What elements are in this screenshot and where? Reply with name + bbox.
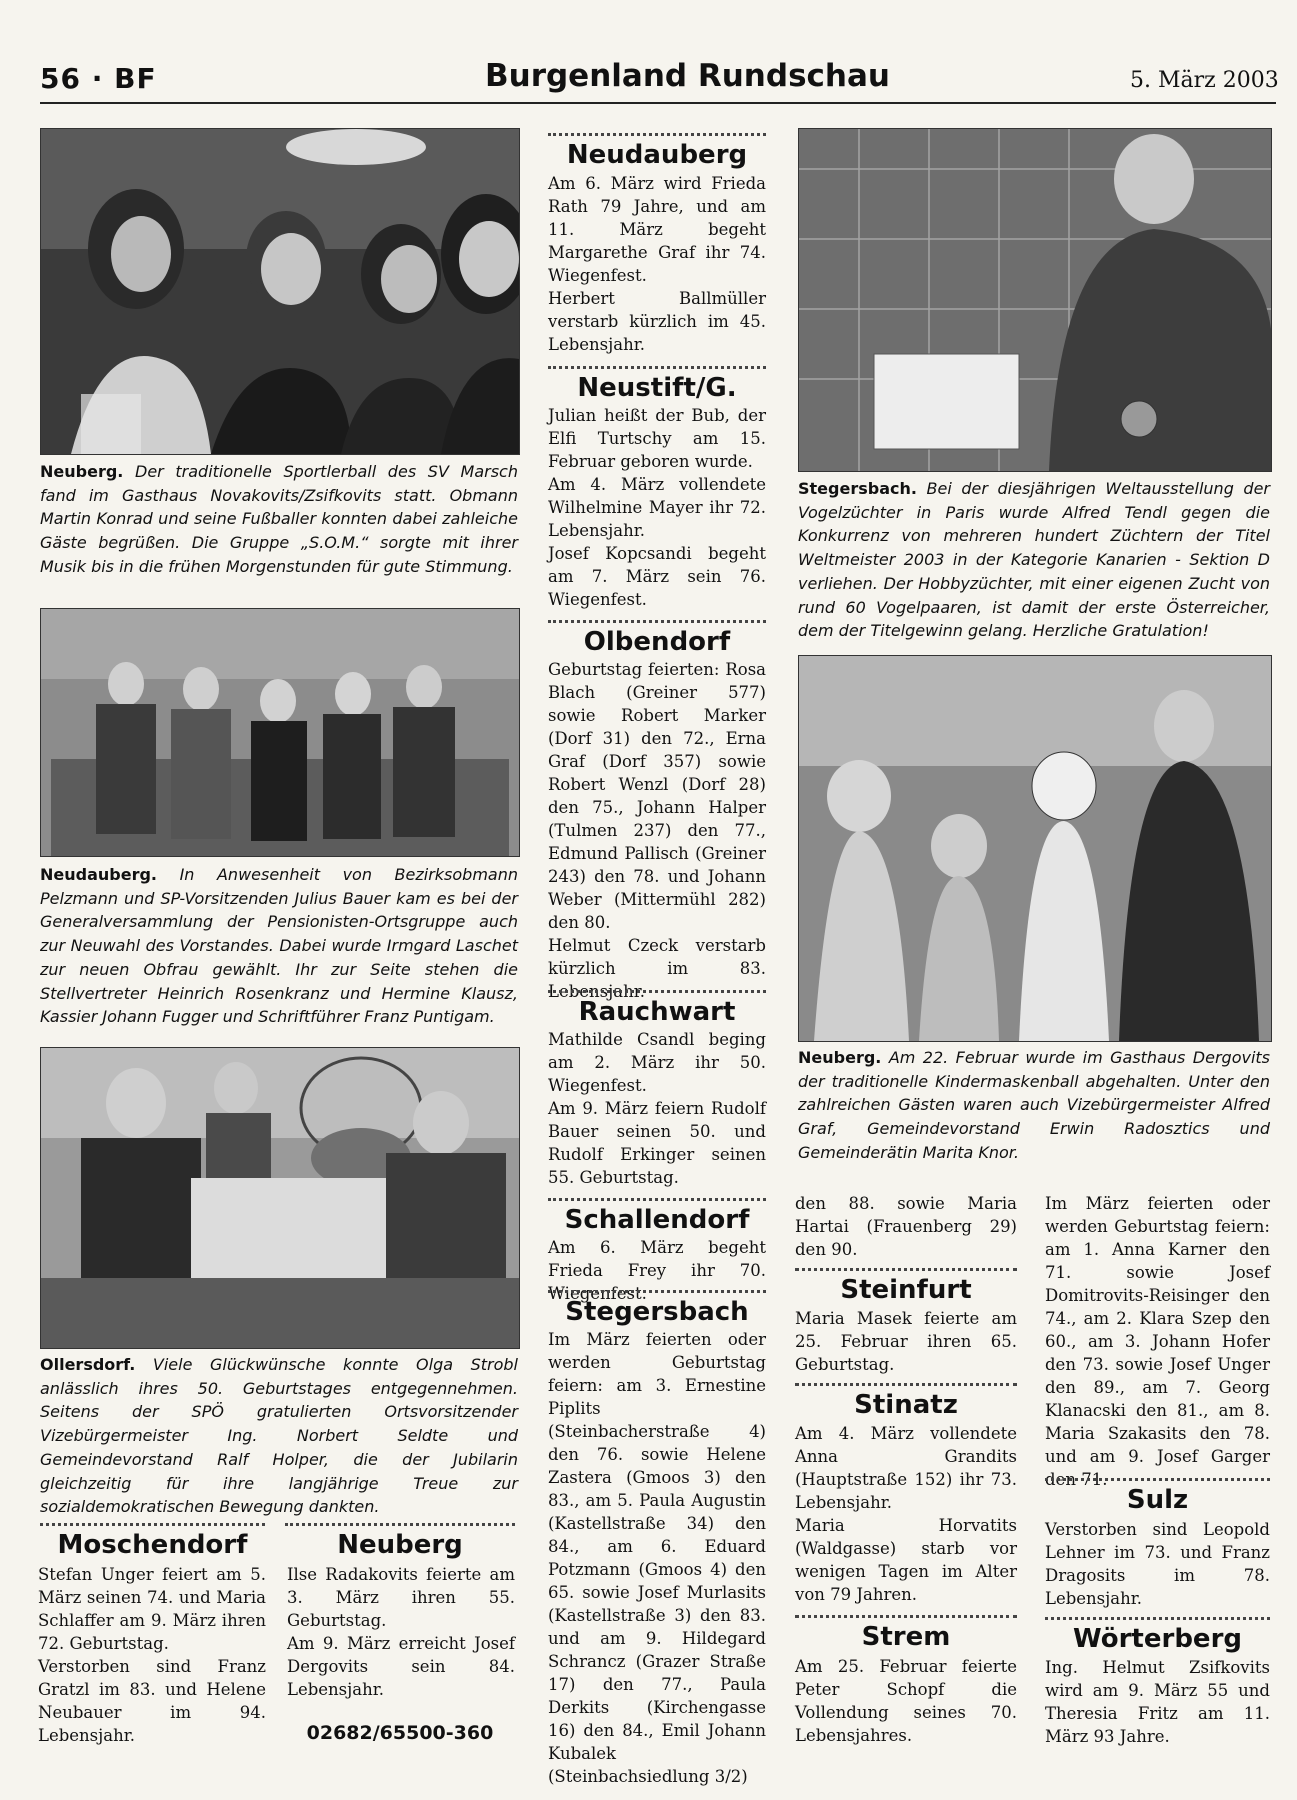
- caption-stegersbach: [798, 477, 1270, 643]
- notice-paragraph: Am 6. März begeht Frieda Frey ihr 70. Wiegenfest.: [548, 1238, 766, 1303]
- photo-pensionisten: [40, 608, 520, 857]
- notice-paragraph: Helmut Czeck verstarb kürzlich im 83. Lebensjahr.: [548, 936, 766, 1001]
- caption-text: Bei der diesjährigen Weltausstellung der Vogelzüchter in Paris wurde Alfred Tendl gegen die Konkurrenz von mehreren hundert Züchtern der Titel Weltmeister 2003 in der Kategorie Kanarien - Sektion D verliehen. Der Hobbyzüchter, mit einer eigenen Zucht von rund 60 Vogelpaaren, ist damit der erste Österreicher, dem der Titelgewinn gelang. Herzliche Gratulation!: [798, 479, 1271, 641]
- notice-paragraph: Josef Kopcsandi begeht am 7. März sein 76. Wiegenfest.: [548, 544, 766, 609]
- notice-title-rauchwart: Rauchwart: [578, 997, 736, 1027]
- notice-body-moschendorf: [38, 1563, 266, 1747]
- notice-paragraph: Im März feierten oder werden Geburtstag feiern: am 3. Ernestine Piplits (Steinbacherstraße 4) den 76. sowie Helene Zastera (Gmoos 3) den 83., am 5. Paula Augustin (Kastellstraße 34) den 84., am 6. Eduard Potzmann (Gmoos 4) den 65. sowie Josef Murlasits (Kastellstraße 3) den 83. und am 9. Hildegard Schrancz (Grazer Straße 17) den 77., Paula Derkits (Kirchengasse 16) den 84., Emil Johann Kubalek (Steinbachsiedlung 3/2): [548, 1330, 766, 1786]
- photo-ollersdorf: [40, 1047, 520, 1349]
- notice-paragraph: Herbert Ballmüller verstarb kürzlich im 45. Lebensjahr.: [548, 289, 766, 354]
- caption-neuberg-sportlerball: [40, 460, 518, 579]
- notice-paragraph: Verstorben sind Franz Gratzl im 83. und Helene Neubauer im 94. Lebensjahr.: [38, 1657, 266, 1745]
- caption-ollersdorf: [40, 1353, 518, 1519]
- caption-place: Stegersbach.: [798, 479, 917, 498]
- notice-body-stegersbach-cont: [795, 1192, 1017, 1261]
- notice-paragraph: Am 9. März erreicht Josef Dergovits sein 84. Lebensjahr.: [287, 1634, 515, 1699]
- divider: [285, 1523, 515, 1526]
- notice-title-stinatz: Stinatz: [854, 1390, 958, 1420]
- notice-title-stegersbach: Stegersbach: [565, 1297, 749, 1327]
- caption-place: Neudauberg.: [40, 865, 157, 884]
- photo-kindermaskenball: [798, 655, 1272, 1042]
- notice-title-schallendorf: Schallendorf: [564, 1205, 750, 1235]
- divider: [548, 620, 766, 623]
- divider: [40, 1523, 265, 1526]
- divider: [1045, 1478, 1270, 1481]
- divider: [548, 133, 766, 136]
- notice-title-steinfurt: Steinfurt: [840, 1275, 972, 1305]
- notice-paragraph: Julian heißt der Bub, der Elfi Turtschy am 15. Februar geboren wurde.: [548, 406, 766, 471]
- divider: [795, 1383, 1017, 1386]
- caption-place: Ollersdorf.: [40, 1355, 136, 1374]
- notice-paragraph: Mathilde Csandl beging am 2. März ihr 50. Wiegenfest.: [548, 1030, 766, 1095]
- divider: [548, 990, 766, 993]
- notice-body-sulz: [1045, 1518, 1270, 1610]
- notice-body-steinfurt: [795, 1307, 1017, 1376]
- divider: [548, 1198, 766, 1201]
- contact-phone: 02682/65500-360: [306, 1722, 494, 1744]
- notice-paragraph: Ing. Helmut Zsifkovits wird am 9. März 55 und Theresia Fritz am 11. März 93 Jahre.: [1045, 1658, 1270, 1746]
- notice-body-olbendorf: [548, 658, 766, 1003]
- notice-paragraph: Ilse Radakovits feierte am 3. März ihren 55. Geburtstag.: [287, 1565, 515, 1630]
- notice-title-neustift: Neustift/G.: [577, 373, 737, 403]
- divider: [1045, 1617, 1270, 1620]
- notice-title-neudauberg: Neudauberg: [566, 140, 748, 170]
- caption-text: Viele Glückwünsche konnte Olga Strobl anlässlich ihres 50. Geburtstages entgegennehmen. Seitens der SPÖ gratulierten Ortsvorsitzender Vizebürgermeister Ing. Norbert Seldte und Gemeindevorstand Ralf Holper, die der Jubilarin gleichzeitig für ihre langjährige Treue zur sozialdemokratischen Bewegung dankten.: [40, 1355, 519, 1517]
- notice-paragraph: Am 4. März vollendete Wilhelmine Mayer ihr 72. Lebensjahr.: [548, 475, 766, 540]
- notice-paragraph: Am 4. März vollendete Anna Grandits (Hauptstraße 152) ihr 73. Lebensjahr.: [795, 1424, 1017, 1512]
- notice-body-stegersbach: [548, 1328, 766, 1788]
- notice-body-neustift: [548, 404, 766, 611]
- notice-paragraph: Am 9. März feiern Rudolf Bauer seinen 50. und Rudolf Erkinger seinen 55. Geburtstag.: [548, 1099, 766, 1187]
- notice-paragraph: Am 6. März wird Frieda Rath 79 Jahre, und am 11. März begeht Margarethe Graf ihr 74. Wiegenfest.: [548, 174, 766, 285]
- caption-text: Am 22. Februar wurde im Gasthaus Dergovits der traditionelle Kindermaskenball abgehalten. Unter den zahlreichen Gästen waren auch Vizebürgermeister Alfred Graf, Gemeindevorstand Erwin Radosztics und Gemeinderätin Marita Knor.: [798, 1048, 1271, 1162]
- divider: [795, 1615, 1017, 1618]
- notice-title-woerterberg: Wörterberg: [1073, 1624, 1242, 1654]
- divider: [548, 1290, 766, 1293]
- notice-paragraph: Geburtstag feierten: Rosa Blach (Greiner 577) sowie Robert Marker (Dorf 31) den 72., Erna Graf (Dorf 357) sowie Robert Wenzl (Dorf 28) den 75., Johann Halper (Tulmen 237) den 77., Edmund Pallisch (Greiner 243) den 78. und Johann Weber (Mittermühl 282) den 80.: [548, 660, 766, 932]
- notice-title-sulz: Sulz: [1126, 1485, 1189, 1515]
- divider: [548, 366, 766, 369]
- caption-text: Der traditionelle Sportlerball des SV Marsch fand im Gasthaus Novakovits/Zsifkovits statt. Obmann Martin Konrad und seine Fußballer konnten dabei zahleiche Gäste begrüßen. Die Gruppe „S.O.M.“ sorgte mit ihrer Musik bis in die frühen Morgenstunden für gute Stimmung.: [40, 462, 518, 576]
- notice-title-olbendorf: Olbendorf: [583, 627, 731, 657]
- notice-paragraph: den 88. sowie Maria Hartai (Frauenberg 29) den 90.: [795, 1194, 1017, 1259]
- notice-body-rauchwart: [548, 1028, 766, 1189]
- notice-title-neuberg: Neuberg: [337, 1530, 463, 1560]
- notice-paragraph: Maria Horvatits (Waldgasse) starb vor wenigen Tagen im Alter von 79 Jahren.: [795, 1516, 1017, 1604]
- caption-neuberg-maskenball: [798, 1046, 1270, 1165]
- notice-paragraph: Maria Masek feierte am 25. Februar ihren 65. Geburtstag.: [795, 1309, 1017, 1374]
- issue-date: 5. März 2003: [1130, 68, 1279, 93]
- notice-body-woerterberg: [1045, 1656, 1270, 1748]
- caption-neudauberg-pensionisten: [40, 863, 518, 1029]
- caption-place: Neuberg.: [798, 1048, 882, 1067]
- notice-paragraph: Am 25. Februar feierte Peter Schopf die Vollendung seines 70. Lebensjahres.: [795, 1657, 1017, 1745]
- page-number: 56 · BF: [40, 62, 157, 95]
- notice-body-neuberg: [287, 1563, 515, 1701]
- header-rule: [40, 102, 1276, 104]
- notice-body-neudauberg: [548, 172, 766, 356]
- photo-sportlerball: [40, 128, 520, 455]
- notice-paragraph: Verstorben sind Leopold Lehner im 73. und Franz Dragosits im 78. Lebensjahr.: [1045, 1520, 1270, 1608]
- photo-vogelzuechter: [798, 128, 1272, 472]
- notice-paragraph: Im März feierten oder werden Geburtstag feiern: am 1. Anna Karner den 71. sowie Josef Domitrovits-Reisinger den 74., am 2. Klara Szep den 60., am 3. Johann Hofer den 73. sowie Josef Unger den 89., am 7. Georg Klanacski den 81., am 8. Maria Szakasits den 78. und am 9. Josef Garger den 71.: [1045, 1194, 1270, 1489]
- caption-place: Neuberg.: [40, 462, 124, 481]
- caption-text: In Anwesenheit von Bezirksobmann Pelzmann und SP-Vorsitzenden Julius Bauer kam es bei der Generalversammlung der Pensionisten-Ortsgruppe auch zur Neuwahl des Vorstandes. Dabei wurde Irmgard Laschet zur neuen Obfrau gewählt. Ihr zur Seite stehen die Stellvertreter Heinrich Rosenkranz und Hermine Klausz, Kassier Johann Fugger und Schriftführer Franz Puntigam.: [40, 865, 518, 1027]
- divider: [795, 1268, 1017, 1271]
- notice-paragraph: Stefan Unger feiert am 5. März seinen 74. und Maria Schlaffer am 9. März ihren 72. Geburtstag.: [38, 1565, 266, 1653]
- notice-body-stinatz: [795, 1422, 1017, 1606]
- notice-body-unnamed: [1045, 1192, 1270, 1491]
- notice-title-strem: Strem: [861, 1622, 951, 1652]
- publication-title: Burgenland Rundschau: [485, 58, 890, 94]
- notice-title-moschendorf: Moschendorf: [57, 1530, 248, 1560]
- notice-body-strem: [795, 1655, 1017, 1747]
